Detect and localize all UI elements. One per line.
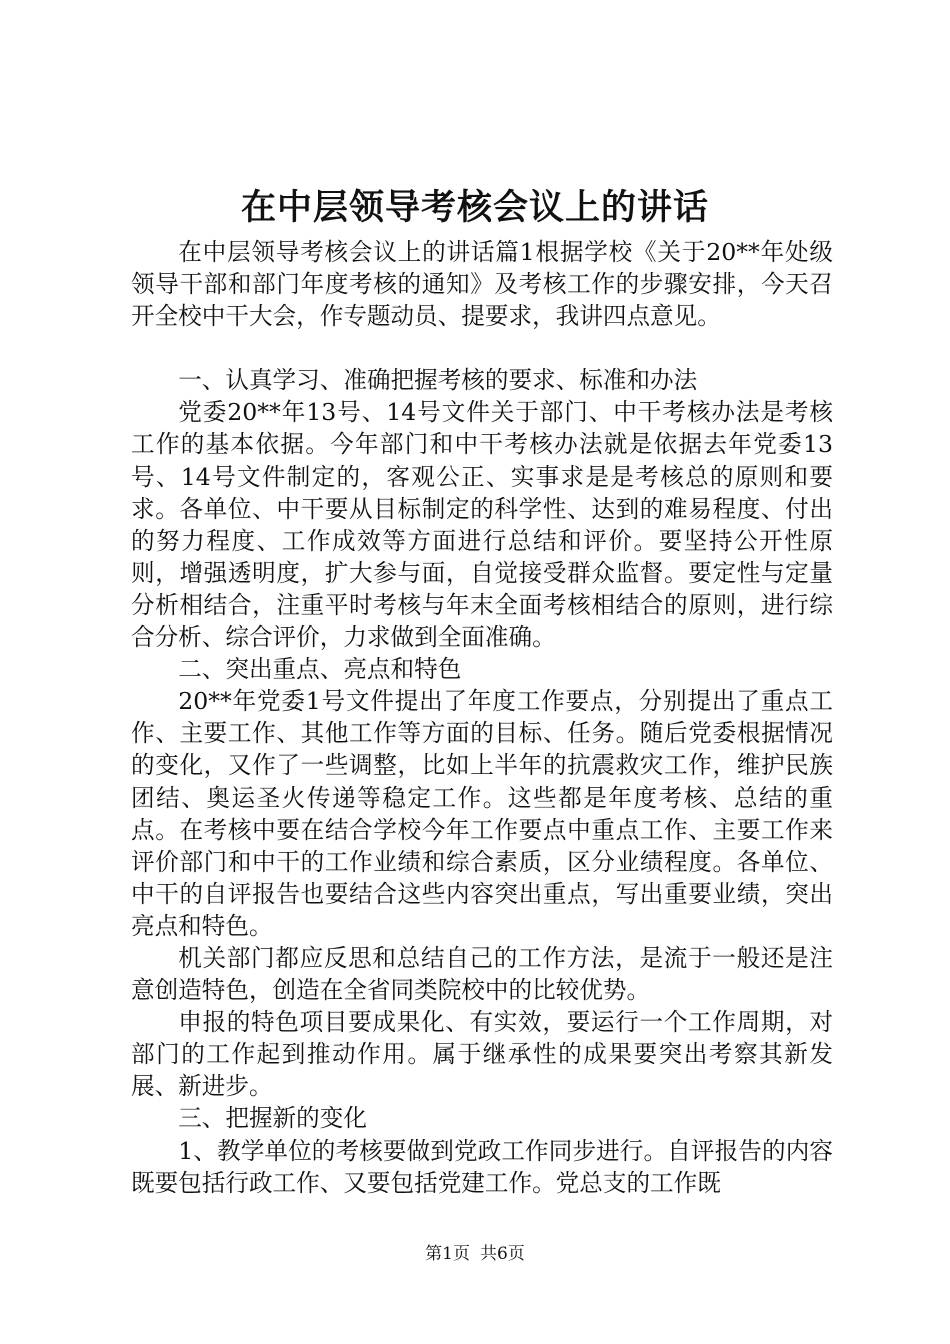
section-heading-3: 三、把握新的变化 [178,1104,367,1133]
page-footer [0,1243,950,1265]
page-number: 第1页 [425,1244,470,1264]
section-heading-2: 二、突出重点、亮点和特色 [178,655,462,684]
section-heading-1: 一、认真学习、准确把握考核的要求、标准和办法 [178,366,698,395]
paragraph: 20**年党委1号文件提出了年度工作要点，分别提出了重点工作、主要工作、其他工作等方面的目标、任务。随后党委根据情况的变化，又作了一些调整，比如上半年的抗震救灾工作，维护民族团结、奥运圣火传递等稳定工作。这些都是年度考核、总结的重点。在考核中要在结合学校今年工作要点中重点工作、主要工作来评价部门和中干的工作业绩和综合素质，区分业绩程度。各单位、中干的自评报告也要结合这些内容突出重点，写出重要业绩，突出亮点和特色。 [131,687,833,940]
paragraph-intro: 在中层领导考核会议上的讲话篇1根据学校《关于20**年处级领导干部和部门年度考核的通知》及考核工作的步骤安排，今天召开全校中干大会，作专题动员、提要求，我讲四点意见。 [131,238,833,331]
page-total: 共6页 [480,1244,525,1264]
document-body [131,236,833,1199]
paragraph: 党委20**年13号、14号文件关于部门、中干考核办法是考核工作的基本依据。今年部门和中干考核办法就是依据去年党委13号、14号文件制定的，客观公正、实事求是是考核总的原则和要求。各单位、中干要从目标制定的科学性、达到的难易程度、付出的努力程度、工作成效等方面进行总结和评价。要坚持公开性原则，增强透明度，扩大参与面，自觉接受群众监督。要定性与定量分析相结合，注重平时考核与年末全面考核相结合的原则，进行综合分析、综合评价，力求做到全面准确。 [131,398,833,652]
document-title: 在中层领导考核会议上的讲话 [240,187,709,228]
paragraph: 申报的特色项目要成果化、有实效，要运行一个工作周期，对部门的工作起到推动作用。属于继承性的成果要突出考察其新发展、新进步。 [131,1008,833,1101]
paragraph: 机关部门都应反思和总结自己的工作方法，是流于一般还是注意创造特色，创造在全省同类院校中的比较优势。 [131,943,833,1005]
paragraph: 1、教学单位的考核要做到党政工作同步进行。自评报告的内容既要包括行政工作、又要包括党建工作。党总支的工作既 [131,1136,833,1197]
